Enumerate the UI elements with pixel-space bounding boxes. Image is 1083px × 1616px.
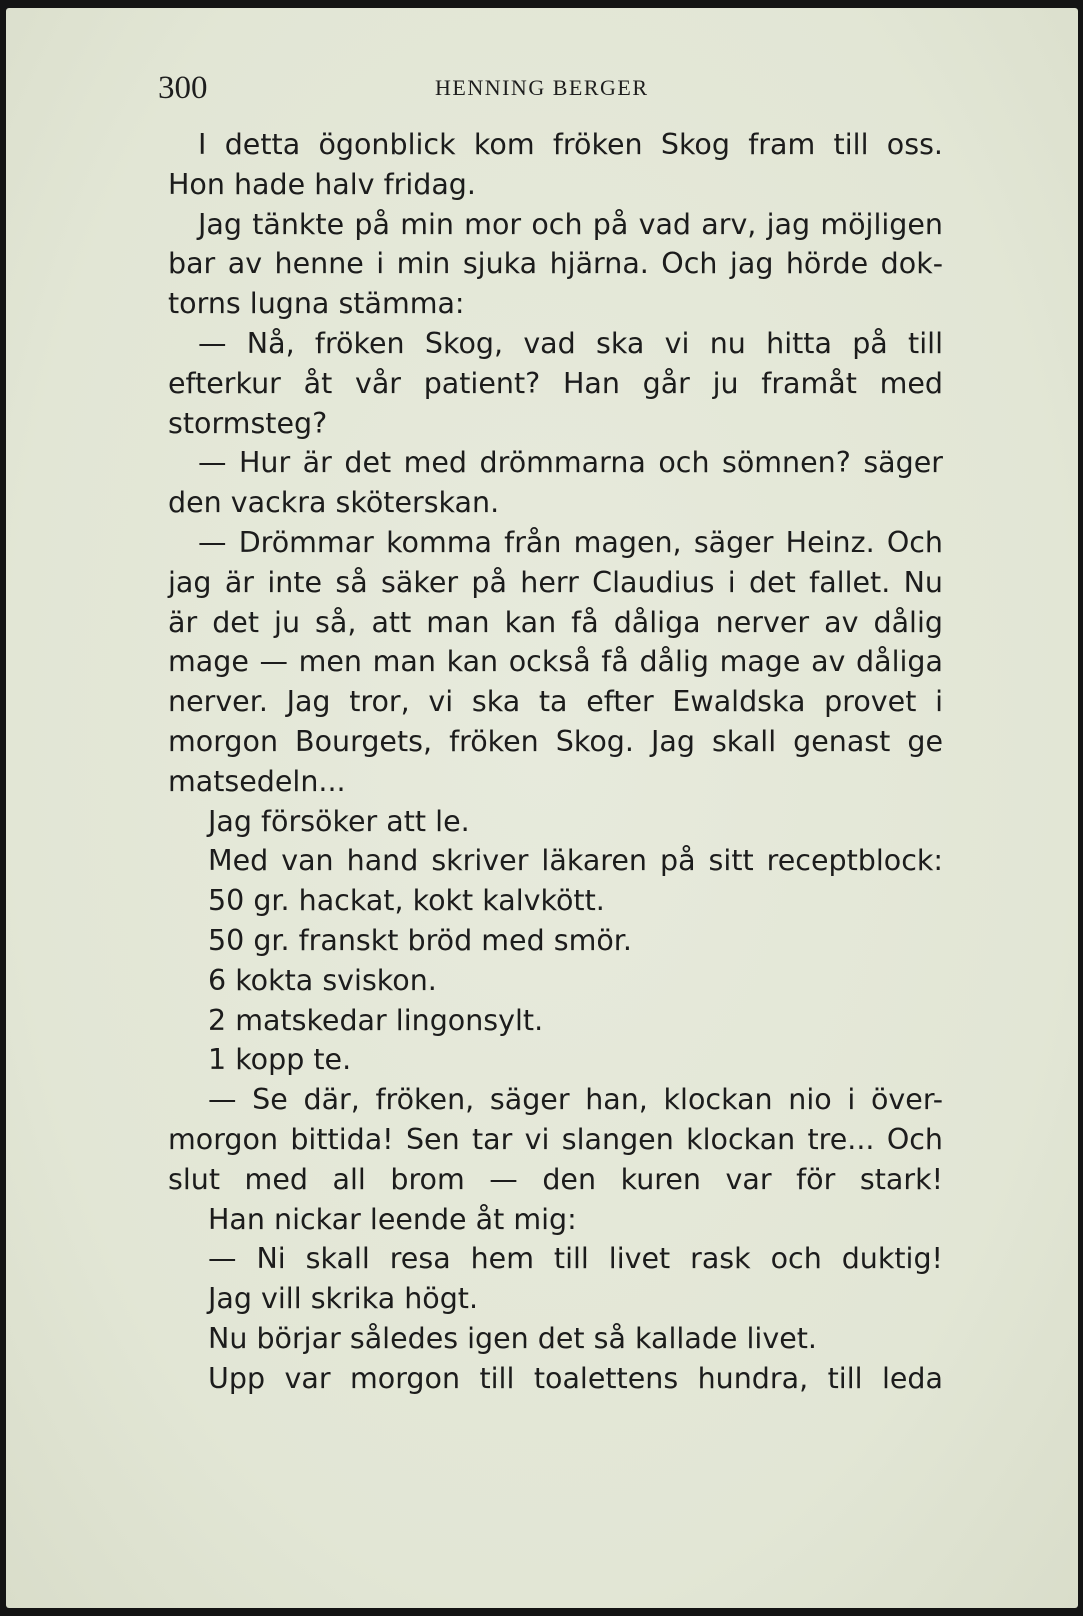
text-line: morgon bittida! Sen tar vi slangen klockan tre... Och [168,1122,943,1156]
text-line: bar av henne i min sjuka hjärna. Och jag hörde dok- [168,247,943,281]
text-line: efterkur åt vår patient? Han går ju framåt med [168,366,943,400]
text-line: — Ni skall resa hem till livet rask och duktig! [208,1242,943,1276]
text-line: torns lugna stämma: [168,287,465,321]
text-line: — Se där, fröken, säger han, klockan nio i över- [208,1083,943,1117]
text-line: Upp var morgon till toalettens hundra, till leda [208,1361,943,1395]
book-page [6,8,1078,1608]
text-line: Med van hand skriver läkaren på sitt receptblock: [208,844,943,878]
text-line: Nu börjar således igen det så kallade livet. [208,1321,817,1355]
text-line: matsedeln... [168,764,346,798]
text-line: jag är inte så säker på herr Claudius i det fallet. Nu [168,565,943,599]
text-line: — Nå, fröken Skog, vad ska vi nu hitta på till [198,326,943,360]
text-line: Han nickar leende åt mig: [208,1202,577,1236]
text-line: Jag tänkte på min mor och på vad arv, jag möjligen [198,207,943,241]
text-line: 6 kokta sviskon. [208,963,437,997]
text-line: — Drömmar komma från magen, säger Heinz. Och [198,525,943,559]
text-line: morgon Bourgets, fröken Skog. Jag skall genast ge [168,724,943,758]
text-line: 1 kopp te. [208,1043,352,1077]
text-line: Hon hade halv fridag. [168,167,476,201]
text-line: I detta ögonblick kom fröken Skog fram till oss. [198,128,943,161]
text-line: Jag försöker att le. [208,804,470,838]
text-line: mage — men man kan också få dålig mage av dåliga [168,645,943,679]
running-head: HENNING BERGER [435,75,649,100]
text-line: den vackra sköterskan. [168,486,500,520]
body-text [168,125,943,1399]
text-line: slut med all brom — den kuren var för stark! [168,1162,943,1196]
text-line: 2 matskedar lingonsylt. [208,1003,544,1037]
text-line: 50 gr. franskt bröd med smör. [208,923,632,957]
text-line: Jag vill skrika högt. [208,1282,479,1316]
page-number: 300 [158,70,208,106]
text-line: nerver. Jag tror, vi ska ta efter Ewaldska provet i [168,685,943,719]
text-line: — Hur är det med drömmarna och sömnen? säger [198,446,943,480]
page-header [158,70,678,110]
text-line: 50 gr. hackat, kokt kalvkött. [208,884,605,918]
text-line: stormsteg? [168,406,328,440]
text-line: är det ju så, att man kan få dåliga nerver av dålig [168,605,943,639]
